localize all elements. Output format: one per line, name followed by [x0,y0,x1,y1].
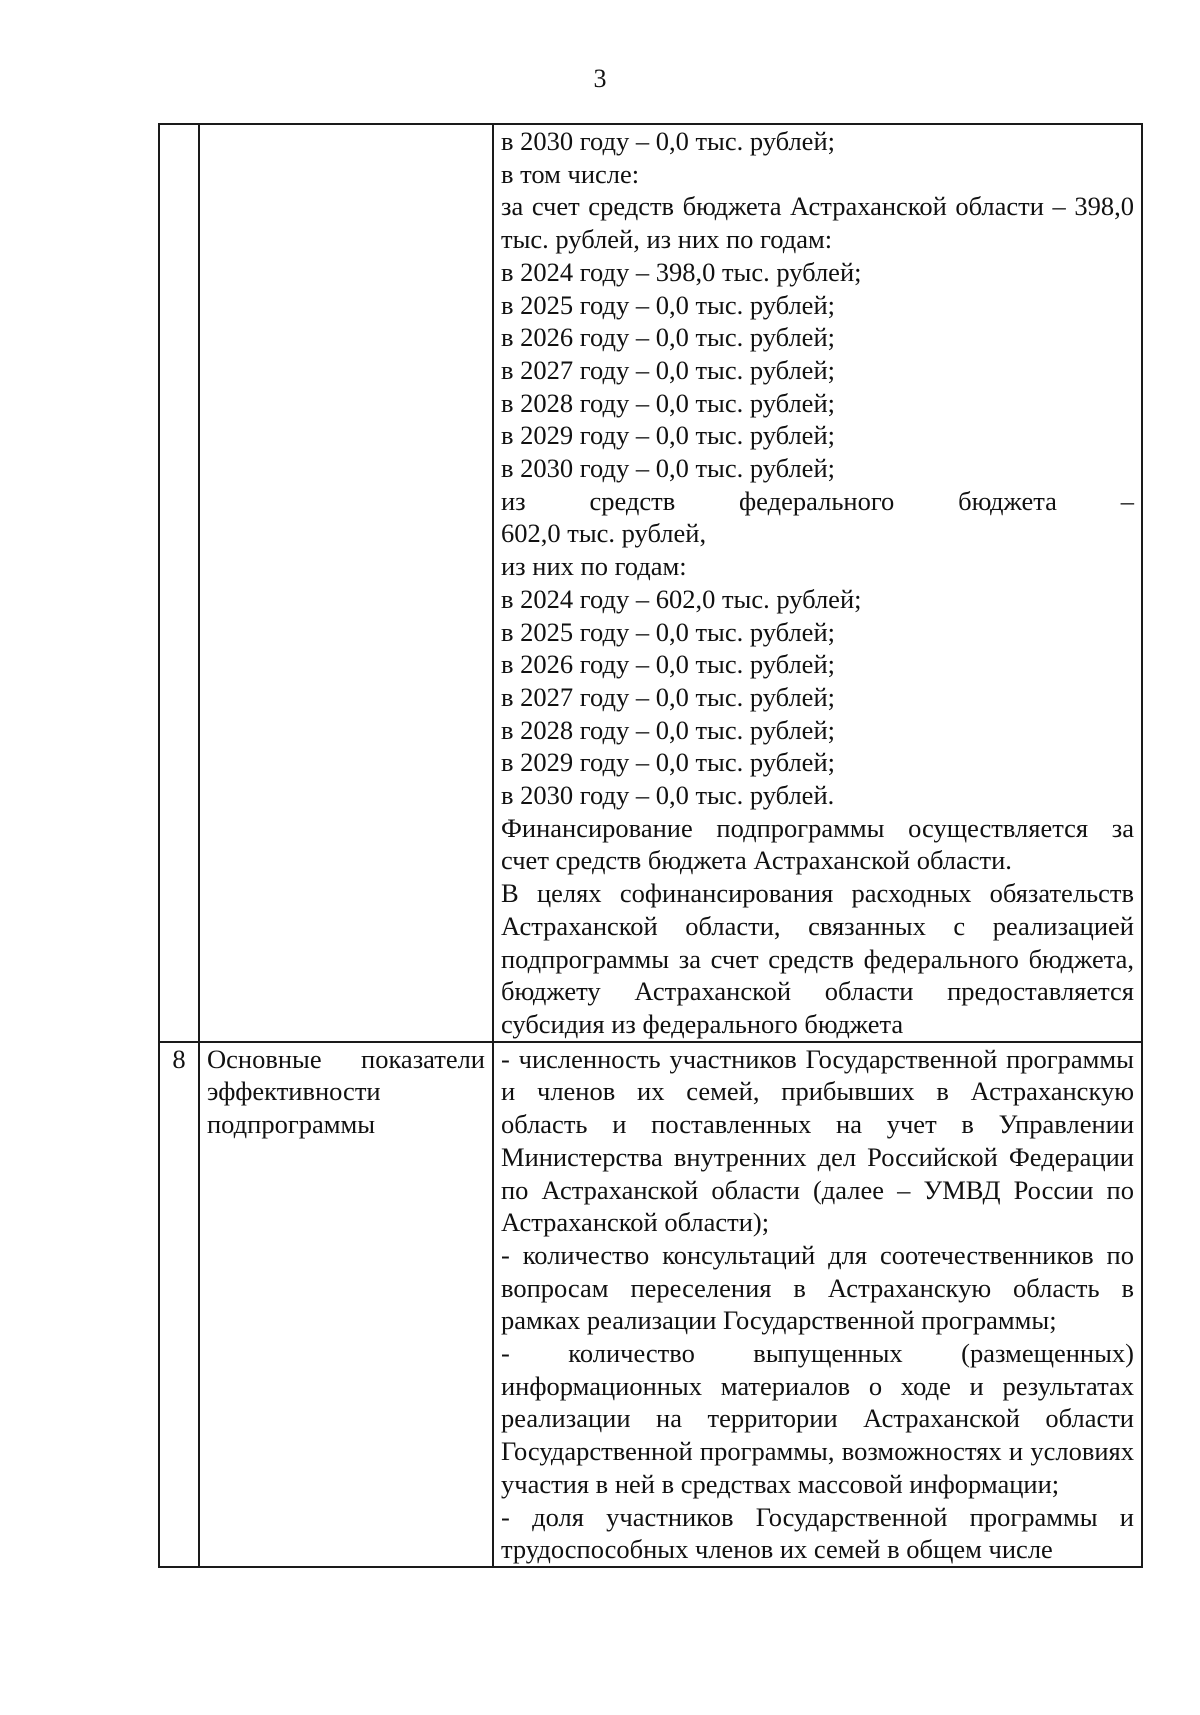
content-line: в 2026 году – 0,0 тыс. рублей; [501,322,835,353]
content-line: в 2030 году – 0,0 тыс. рублей; [501,126,835,156]
financing-paragraph: Финансирование подпрограммы осуществляется за счет средств бюджета Астраханской области. [501,812,1134,876]
content-line: в 2026 году – 0,0 тыс. рублей; [501,649,835,680]
federal-word: из [501,485,526,516]
table-row [159,124,1142,1042]
federal-word: – [1120,485,1134,516]
content-line: в 2027 году – 0,0 тыс. рублей; [501,354,835,385]
regional-budget-paragraph: за счет средств бюджета Астраханской области – 398,0 тыс. рублей, из них по годам: [501,191,1134,255]
federal-word: федерального [739,485,895,516]
federal-budget-line [501,485,1134,518]
federal-word: средств [589,485,676,516]
row-content-cell [493,124,1142,1042]
content-line: в 2028 году – 0,0 тыс. рублей; [501,714,835,745]
row-content-cell [493,1042,1142,1567]
row-title-cell: Основные показатели эффективности подпрограммы [199,1042,493,1567]
content-line: в 2028 году – 0,0 тыс. рублей; [501,387,835,418]
content-line: в 2024 году – 602,0 тыс. рублей; [501,583,862,614]
content-line: 602,0 тыс. рублей, [501,518,707,549]
content-line: в 2025 году – 0,0 тыс. рублей; [501,616,835,647]
content-line: в 2030 году – 0,0 тыс. рублей; [501,453,835,484]
indicator-item: - доля участников Государственной программы и трудоспособных членов их семей в общем числе [501,1501,1134,1565]
content-line: в 2029 году – 0,0 тыс. рублей; [501,747,835,778]
cofinancing-paragraph: В целях софинансирования расходных обязательств Астраханской области, связанных с реализацией подпрограммы за счет средств федерального бюджета, бюджету Астраханской области предоставляется субсидия из федерального бюджета [501,878,1134,1039]
table-row [159,1042,1142,1567]
content-line: в том числе: [501,158,640,189]
content-line: в 2029 году – 0,0 тыс. рублей; [501,420,835,451]
content-line: из них по годам: [501,551,687,582]
content-line: в 2030 году – 0,0 тыс. рублей. [501,780,835,811]
passport-table [158,123,1143,1568]
indicator-item: - численность участников Государственной программы и членов их семей, прибывших в Астраханскую область и поставленных на учет в Управлении Министерства внутренних дел Российской Федерации по Астраханской области (далее – УМВД России по Астраханской области); [501,1043,1134,1238]
row-number-cell [159,124,199,1042]
page-number: 3 [593,64,607,93]
content-line: в 2024 году – 398,0 тыс. рублей; [501,256,862,287]
content-line: в 2025 году – 0,0 тыс. рублей; [501,289,835,320]
row-title-cell [199,124,493,1042]
federal-word: бюджета [958,485,1057,516]
row-number-cell: 8 [159,1042,199,1567]
content-line: в 2027 году – 0,0 тыс. рублей; [501,681,835,712]
indicator-item: - количество выпущенных (размещенных) информационных материалов о ходе и результатах реализации на территории Астраханской области Государственной программы, возможностях и условиях участия в ней в средствах массовой информации; [501,1338,1134,1499]
indicator-item: - количество консультаций для соотечественников по вопросам переселения в Астраханскую область в рамках реализации Государственной программы; [501,1239,1134,1336]
